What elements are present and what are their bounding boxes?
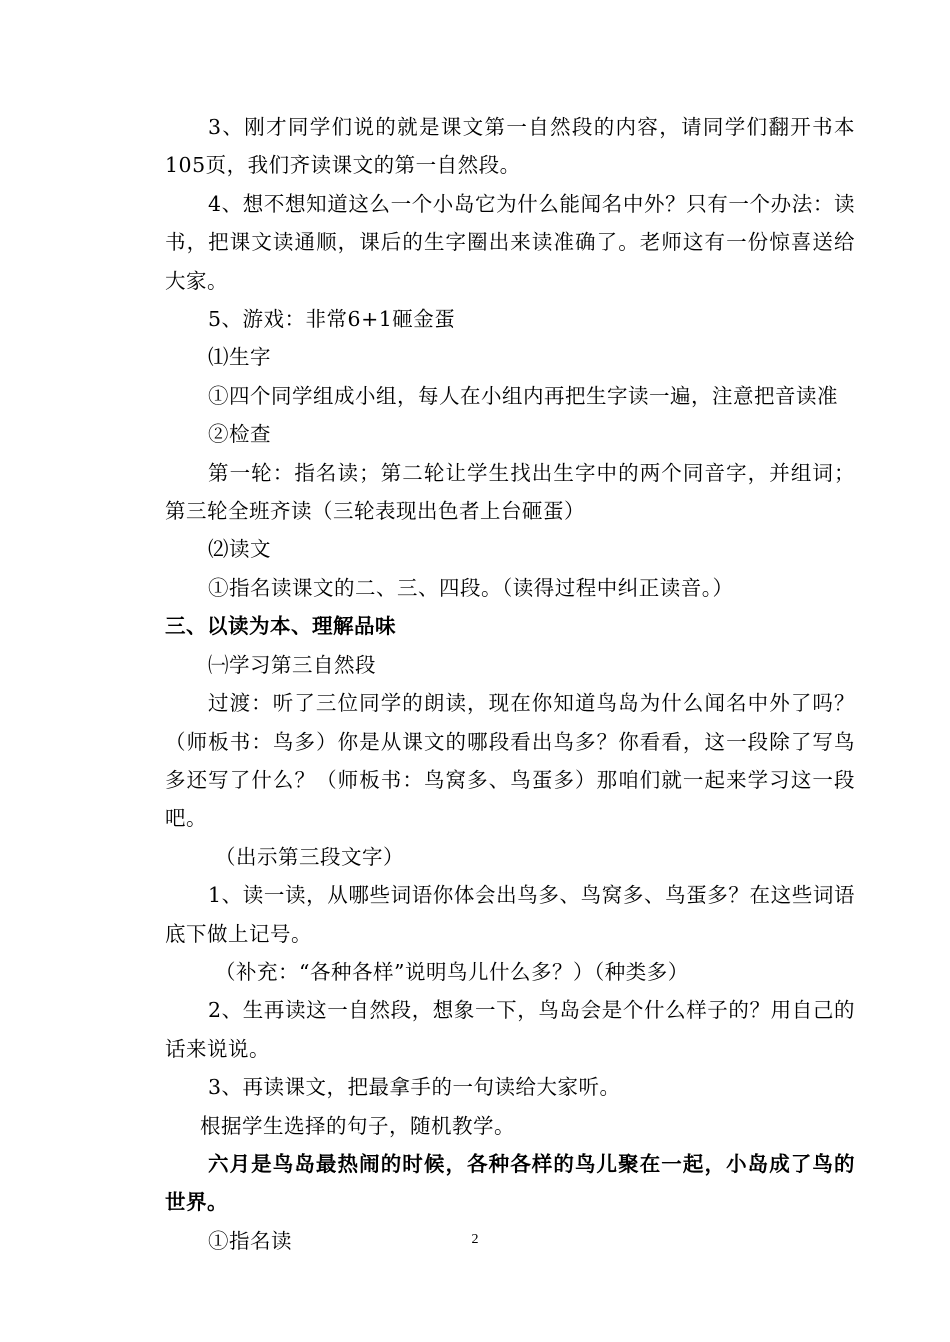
section-heading: 三、以读为本、理解品味 [165, 614, 396, 639]
paragraph-1: 3、刚才同学们说的就是课文第一自然段的内容，请同学们翻开书本105页，我们齐读课文的第一自然段。 [165, 115, 855, 178]
quoted-sentence: 六月是鸟岛最热闹的时候，各种各样的鸟儿聚在一起，小岛成了鸟的世界。 [165, 1151, 855, 1215]
paragraph-4: ⑴生字 [208, 345, 271, 370]
paragraph-15: （补充：“各种各样”说明鸟儿什么多？）（种类多） [215, 959, 689, 984]
page-number: 2 [471, 1232, 479, 1247]
paragraph-12: 过渡：听了三位同学的朗读，现在你知道鸟岛为什么闻名中外了吗？（师板书：鸟多）你是从课文的哪段看出鸟多？你看看，这一段除了写鸟多还写了什么？（师板书：鸟窝多、鸟蛋多）那咱们就一起来学习这一段吧。 [165, 691, 855, 831]
paragraph-16: 2、生再读这一自然段，想象一下，鸟岛会是个什么样子的？用自己的话来说说。 [165, 998, 855, 1061]
paragraph-13: （出示第三段文字） [215, 844, 404, 869]
document-body [165, 108, 855, 1260]
paragraph-8: ⑵读文 [208, 537, 271, 562]
paragraph-11: ㈠学习第三自然段 [208, 652, 376, 677]
paragraph-3: 5、游戏：非常6+1砸金蛋 [208, 307, 456, 332]
paragraph-5: ①四个同学组成小组，每人在小组内再把生字读一遍，注意把音读准 [208, 383, 838, 408]
paragraph-7: 第一轮：指名读；第二轮让学生找出生字中的两个同音字，并组词；第三轮全班齐读（三轮表现出色者上台砸蛋） [165, 460, 855, 524]
paragraph-17: 3、再读课文，把最拿手的一句读给大家听。 [208, 1075, 621, 1100]
paragraph-9: ①指名读课文的二、三、四段。（读得过程中纠正读音。） [208, 575, 734, 600]
paragraph-20: ①指名读 [208, 1228, 292, 1253]
paragraph-6: ②检查 [208, 422, 271, 447]
paragraph-18: 根据学生选择的句子，随机教学。 [200, 1113, 515, 1138]
paragraph-2: 4、想不想知道这么一个小岛它为什么能闻名中外？只有一个办法：读书，把课文读通顺，课后的生字圈出来读准确了。老师这有一份惊喜送给大家。 [165, 191, 855, 293]
paragraph-14: 1、读一读，从哪些词语你体会出鸟多、鸟窝多、鸟蛋多？在这些词语底下做上记号。 [165, 883, 855, 946]
